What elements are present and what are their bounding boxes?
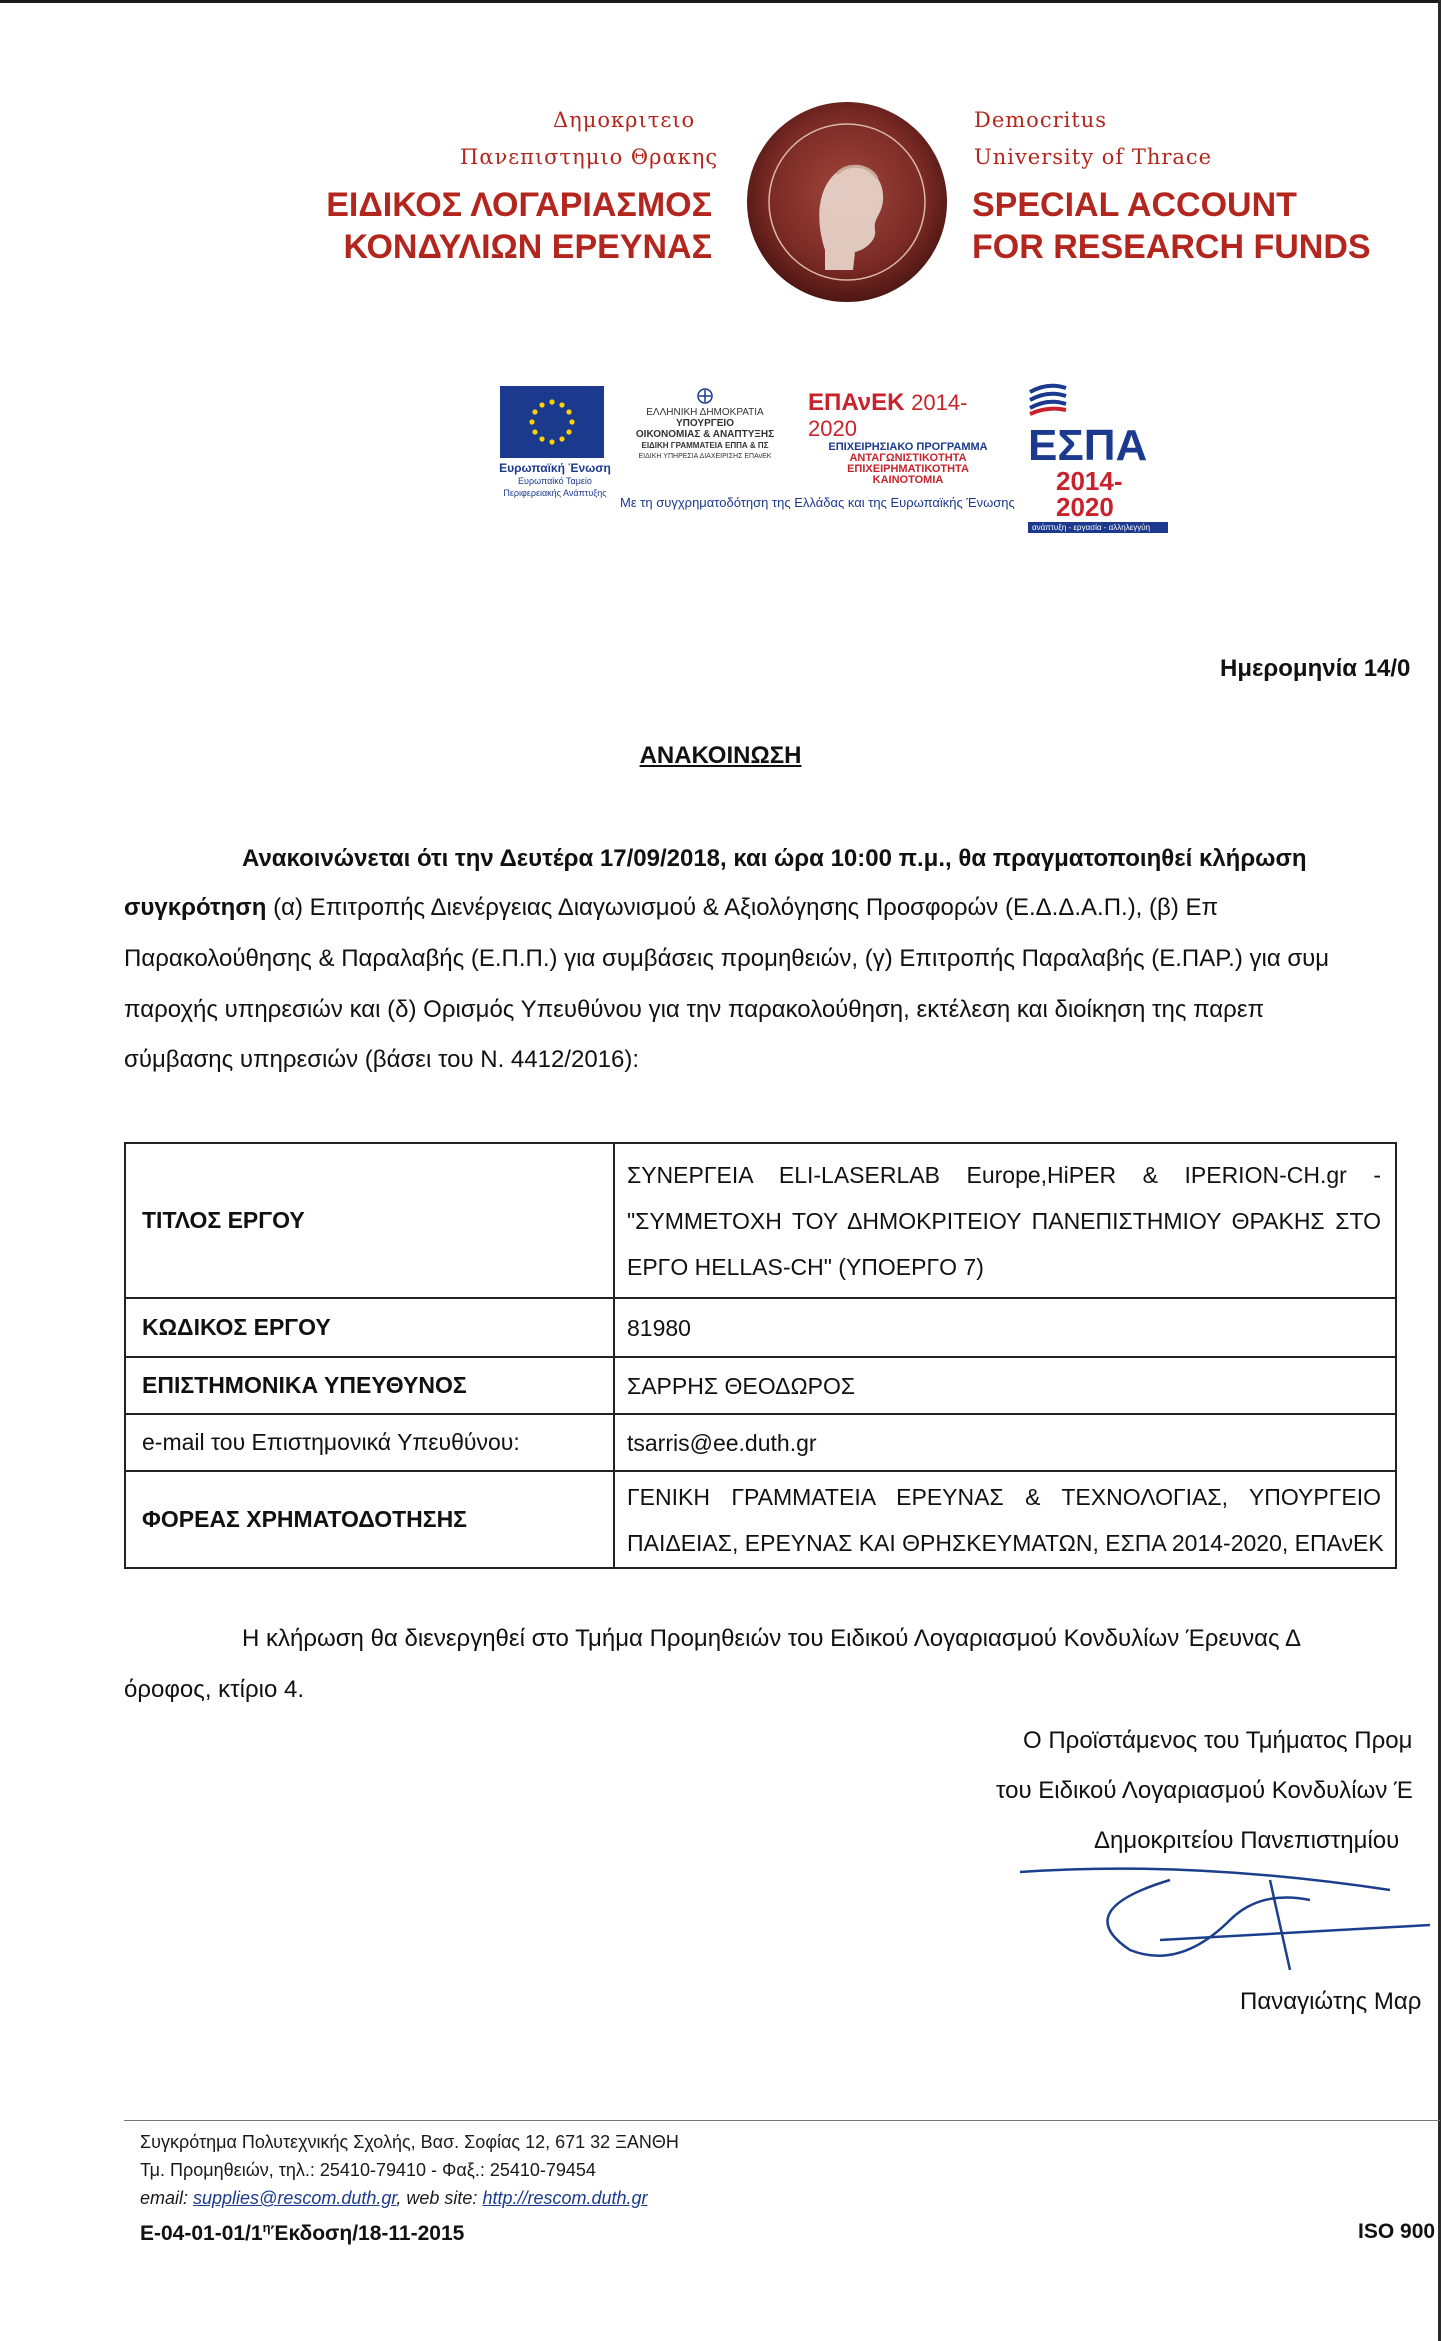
notice-p1-line4: παροχής υπηρεσιών και (δ) Ορισμός Υπευθύνου για την παρακολούθηση, εκτέλεση και διοίκηση της παρεπ xyxy=(124,996,1265,1023)
ministry-line1: ΕΛΛΗΝΙΚΗ ΔΗΜΟΚΡΑΤΙΑ xyxy=(646,407,764,418)
notice-p1-line2-bold: συγκρότηση xyxy=(124,894,267,921)
footer-address: Συγκρότημα Πολυτεχνικής Σχολής, Βασ. Σοφίας 12, 671 32 ΞΑΝΘΗ xyxy=(140,2132,679,2152)
gr-university-line1: Δημοκριτειο xyxy=(553,108,696,132)
footer-web-label: , web site: xyxy=(396,2188,483,2208)
eu-sub1: Ευρωπαϊκό Ταμείο xyxy=(518,476,592,486)
doc-code-b: Έκδοση/18-11-2015 xyxy=(270,2222,465,2245)
espa-tagline: ανάπτυξη - εργασία - αλληλεγγύη xyxy=(1028,522,1168,533)
notice-p1-line1: Ανακοινώνεται ότι την Δευτέρα 17/09/2018, και ώρα 10:00 π.μ., θα πραγματοποιηθεί κλήρωση xyxy=(242,845,1307,872)
epanek-line2: ΑΝΤΑΓΩΝΙΣΤΙΚΟΤΗΤΑ xyxy=(849,452,967,464)
en-account-line2: FOR RESEARCH FUNDS xyxy=(972,228,1371,266)
table-value xyxy=(615,1472,1395,1567)
footer-iso: ISO 900 xyxy=(1358,2220,1436,2243)
footer-divider xyxy=(124,2120,1440,2121)
signature-line1: Ο Προϊστάμενος του Τμήματος Προμ xyxy=(1023,1727,1413,1754)
table-value-line: ΣΑΡΡΗΣ ΘΕΟΔΩΡΟΣ xyxy=(627,1372,856,1399)
en-account-line1: SPECIAL ACCOUNT xyxy=(972,186,1297,224)
notice-date: Ημερομηνία 14/0 xyxy=(1220,655,1411,682)
table-value-line: 81980 xyxy=(627,1314,691,1341)
footer-contacts xyxy=(140,2188,648,2209)
table-value xyxy=(615,1415,1395,1470)
notice-p1-line3: Παρακολούθησης & Παραλαβής (Ε.Π.Π.) για συμβάσεις προμηθειών, (γ) Επιτροπής Παραλαβής (Ε.ΠΑΡ.) για συμ xyxy=(124,945,1330,972)
table-value xyxy=(615,1358,1395,1413)
table-value-line: ΣΥΝΕΡΓΕΙΑ ELI-LASERLAB Europe,HiPER & IPERION-CH.gr - xyxy=(627,1161,1381,1188)
epanek-years: 2014-2020 xyxy=(808,390,968,441)
espa-logo xyxy=(1028,380,1168,533)
ministry-line4: ΕΙΔΙΚΗ ΓΡΑΜΜΑΤΕΙΑ ΕΠΠΑ & ΠΣ xyxy=(641,441,769,450)
epanek-logo xyxy=(808,390,1008,486)
signature-line3: Δημοκριτείου Πανεπιστημίου xyxy=(1094,1827,1400,1854)
ministry-logo xyxy=(630,388,780,462)
table-row xyxy=(126,1472,1395,1567)
table-row xyxy=(126,1415,1395,1472)
eu-sub2: Περιφερειακής Ανάπτυξης xyxy=(503,488,607,498)
table-label: e-mail του Επιστημονικά Υπευθύνου: xyxy=(126,1415,615,1470)
university-seal-logo xyxy=(745,100,950,305)
table-row xyxy=(126,1144,1395,1299)
table-label: ΤΙΤΛΟΣ ΕΡΓΟΥ xyxy=(126,1144,615,1297)
footer-doc-code xyxy=(140,2220,464,2246)
epanek-name: ΕΠΑνΕΚ xyxy=(808,389,905,416)
table-row xyxy=(126,1358,1395,1415)
footer-email-label: email: xyxy=(140,2188,194,2208)
footer-email-link[interactable]: supplies@rescom.duth.gr xyxy=(193,2188,397,2208)
en-university-line2: University of Thrace xyxy=(974,145,1213,169)
ministry-line3: ΟΙΚΟΝΟΜΙΑΣ & ΑΝΑΠΤΥΞΗΣ xyxy=(635,429,775,440)
espa-swoosh-icon xyxy=(1028,382,1068,416)
table-value-line: ΠΑΙΔΕΙΑΣ, ΕΡΕΥΝΑΣ ΚΑΙ ΘΡΗΣΚΕΥΜΑΤΩΝ, ΕΣΠΑ 2014-2020, ΕΠΑνΕΚ xyxy=(627,1529,1384,1556)
table-value-line: "ΣΥΜΜΕΤΟΧΗ ΤΟΥ ΔΗΜΟΚΡΙΤΕΙΟΥ ΠΑΝΕΠΙΣΤΗΜΙΟΥ ΘΡΑΚΗΣ ΣΤΟ xyxy=(627,1207,1381,1234)
eu-label: Ευρωπαϊκή Ένωση xyxy=(499,461,611,475)
table-row xyxy=(126,1299,1395,1358)
notice-title xyxy=(0,742,1441,770)
notice-title-text: ΑΝΑΚΟΙΝΩΣΗ xyxy=(639,742,802,769)
project-info-table xyxy=(124,1142,1397,1569)
footer-phones: Τμ. Προμηθειών, τηλ.: 25410-79410 - Φαξ.: 25410-79454 xyxy=(140,2160,596,2180)
espa-years: 2014-2020 xyxy=(1056,466,1123,522)
eu-caption xyxy=(496,462,614,499)
notice-p1-line2 xyxy=(124,894,1218,922)
gr-account-line2: ΚΟΝΔΥΛΙΩΝ ΕΡΕΥΝΑΣ xyxy=(343,228,712,266)
footer-website-link[interactable]: http://rescom.duth.gr xyxy=(482,2188,648,2208)
gr-university-line2: Πανεπιστημιο Θρακης xyxy=(460,145,719,169)
epanek-line4: ΚΑΙΝΟΤΟΜΙΑ xyxy=(872,474,944,486)
epanek-line1: ΕΠΙΧΕΙΡΗΣΙΑΚΟ ΠΡΟΓΡΑΜΜΑ xyxy=(828,441,988,453)
table-label: ΕΠΙΣΤΗΜΟΝΙΚΑ ΥΠΕΥΘΥΝΟΣ xyxy=(126,1358,615,1413)
espa-name: ΕΣΠΑ xyxy=(1028,421,1148,470)
signature-name: Παναγιώτης Μαρ xyxy=(1240,1988,1422,2015)
ministry-line5: ΕΙΔΙΚΗ ΥΠΗΡΕΣΙΑ ΔΙΑΧΕΙΡΙΣΗΣ ΕΠΑνΕΚ xyxy=(638,453,772,460)
table-value-line: tsarris@ee.duth.gr xyxy=(627,1429,817,1456)
gr-account-line1: ΕΙΔΙΚΟΣ ΛΟΓΑΡΙΑΣΜΟΣ xyxy=(326,186,712,224)
notice-p1-line5: σύμβασης υπηρεσιών (βάσει του Ν. 4412/2016): xyxy=(124,1046,640,1073)
eu-flag-logo xyxy=(500,386,604,458)
en-university-line1: Democritus xyxy=(974,108,1108,132)
signature-line2: του Ειδικού Λογαριασμού Κονδυλίων Έ xyxy=(996,1777,1413,1804)
greek-emblem-icon xyxy=(697,388,713,404)
top-border-line xyxy=(0,0,1441,3)
table-value-line: ΓΕΝΙΚΗ ΓΡΑΜΜΑΤΕΙΑ ΕΡΕΥΝΑΣ & ΤΕΧΝΟΛΟΓΙΑΣ, ΥΠΟΥΡΓΕΙΟ xyxy=(627,1483,1381,1510)
doc-code-a: Ε-04-01-01/1 xyxy=(140,2222,263,2245)
closing-line2: όροφος, κτίριο 4. xyxy=(124,1676,304,1703)
ministry-line2: ΥΠΟΥΡΓΕΙΟ xyxy=(676,418,734,429)
handwritten-signature xyxy=(1010,1850,1430,1970)
doc-code-sup: η xyxy=(262,2220,271,2235)
eu-stars-icon xyxy=(500,386,604,458)
table-label: ΦΟΡΕΑΣ ΧΡΗΜΑΤΟΔΟΤΗΣΗΣ xyxy=(126,1472,615,1567)
table-value-line: ΕΡΓΟ HELLAS-CH" (ΥΠΟΕΡΓΟ 7) xyxy=(627,1253,984,1280)
cofunding-text: Με τη συγχρηματοδότηση της Ελλάδας και της Ευρωπαϊκής Ένωσης xyxy=(620,495,1015,510)
epanek-line3: ΕΠΙΧΕΙΡΗΜΑΤΙΚΟΤΗΤΑ xyxy=(847,463,969,475)
closing-line1: Η κλήρωση θα διενεργηθεί στο Τμήμα Προμηθειών του Ειδικού Λογαριασμού Κονδυλίων Έρευνας Δ xyxy=(242,1625,1301,1652)
table-label: ΚΩΔΙΚΟΣ ΕΡΓΟΥ xyxy=(126,1299,615,1356)
table-value xyxy=(615,1299,1395,1356)
notice-p1-line2-rest: (α) Επιτροπής Διενέργειας Διαγωνισμού & Αξιολόγησης Προσφορών (Ε.Δ.Δ.Α.Π.), (β) Επ xyxy=(266,894,1219,921)
table-value xyxy=(615,1144,1395,1297)
